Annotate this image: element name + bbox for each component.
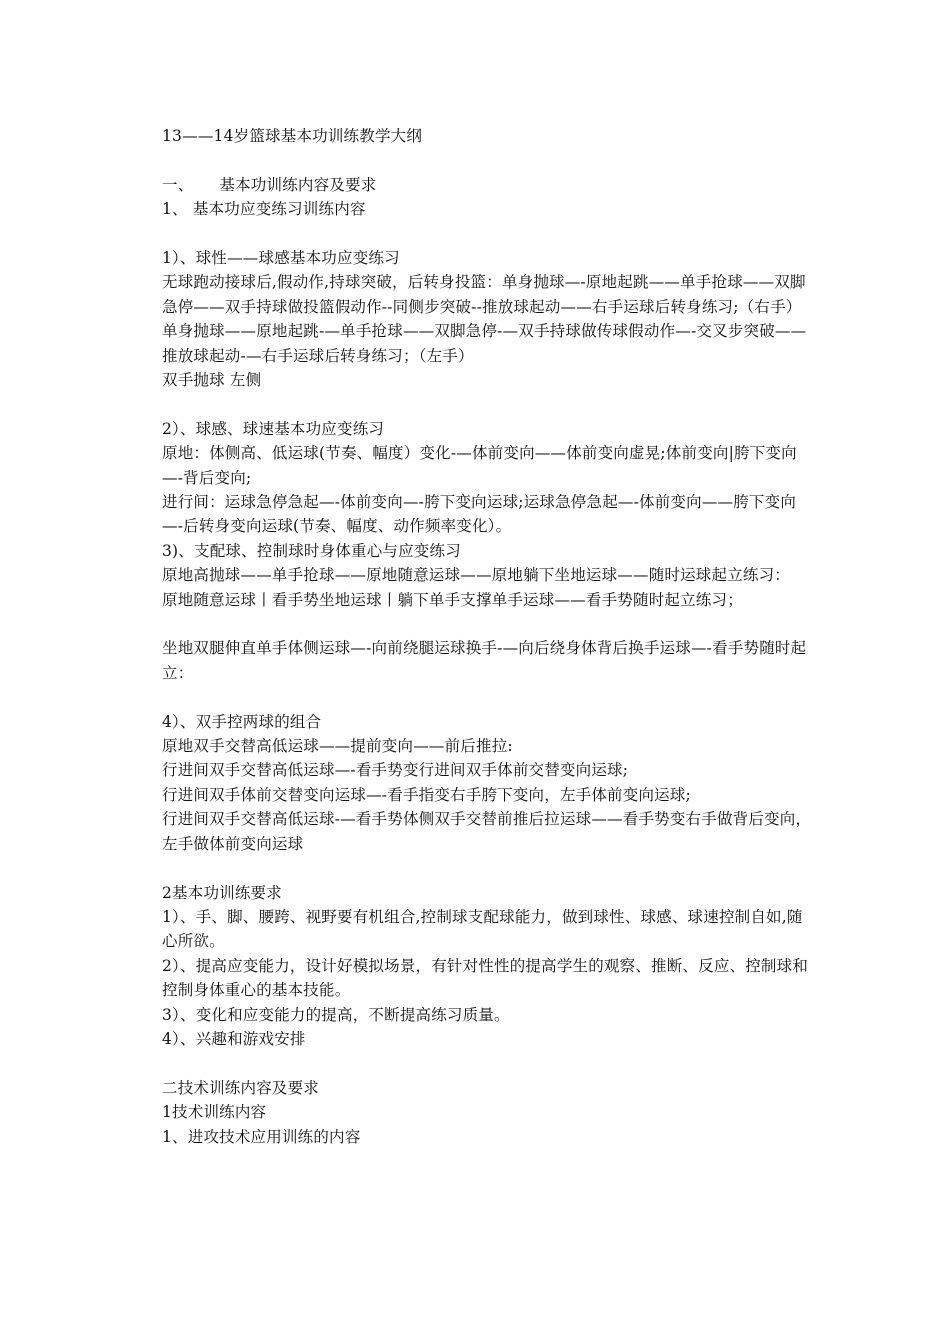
paragraph: 2）、提高应变能力，设计好模拟场景，有针对性性的提高学生的观察、推断、反应、控制球和控制身体重心的基本技能。 bbox=[162, 956, 809, 1000]
paragraph: 4）、兴趣和游戏安排 bbox=[162, 1029, 306, 1048]
paragraph: 进行间：运球急停急起—-体前变向—-胯下变向运球;运球急停急起—-体前变向——胯下变向—-后转身变向运球(节奏、幅度、动作频率变化）。 bbox=[162, 493, 797, 536]
subsection-heading: 1技术训练内容 bbox=[162, 1103, 267, 1122]
paragraph: 行进间双手交替高低运球—-看手势变行进间双手体前交替变向运球; bbox=[162, 761, 629, 780]
subsection-heading: 1、 基本功应变练习训练内容 bbox=[162, 200, 366, 219]
section-heading-1 bbox=[162, 173, 812, 197]
paragraph: 坐地双腿伸直单手体侧运球—-向前绕腿运球换手-—向后绕身体背后换手运球—-看手势随时起立： bbox=[162, 639, 807, 682]
paragraph: 3）、变化和应变能力的提高，不断提高练习质量。 bbox=[162, 1005, 510, 1024]
paragraph: 原地高抛球——单手抢球——原地随意运球——原地躺下坐地运球——随时运球起立练习： bbox=[162, 566, 791, 585]
item-heading: 1）、球性——球感基本功应变练习 bbox=[162, 249, 400, 267]
section-heading-prefix: 一、 bbox=[162, 175, 194, 194]
paragraph: 行进间双手交替高低运球-—看手势体侧双手交替前推后拉运球——看手势变右手做背后变向，左手做体前变向运球 bbox=[162, 810, 812, 853]
subsection-heading: 2基本功训练要求 bbox=[162, 883, 282, 902]
document-body bbox=[162, 124, 812, 1149]
paragraph: 行进间双手体前交替变向运球—-看手指变右手胯下变向，左手体前变向运球; bbox=[162, 785, 691, 804]
item-heading: 3)、支配球、控制球时身体重心与应变练习 bbox=[162, 541, 461, 560]
paragraph: 单身抛球——原地起跳-—单手抢球——双脚急停-—双手持球做传球假动作—-交叉步突破——推放球起动-—右手运球后转身练习；（左手） bbox=[162, 322, 807, 365]
item-heading: 2）、球感、球速基本功应变练习 bbox=[162, 419, 385, 438]
document-title: 13——14岁篮球基本功训练教学大纲 bbox=[162, 127, 423, 145]
blank-line bbox=[162, 1051, 812, 1075]
blank-line bbox=[162, 856, 812, 880]
blank-line bbox=[162, 392, 812, 416]
section-heading-text: 基本功训练内容及要求 bbox=[219, 175, 377, 194]
blank-line bbox=[162, 685, 812, 709]
item-heading: 4）、双手控两球的组合 bbox=[162, 712, 322, 731]
blank-line bbox=[162, 612, 812, 636]
paragraph: 原地：体侧高、低运球(节奏、幅度）变化-—体前变向——体前变向虚晃;体前变向|胯下变向—-背后变向; bbox=[162, 444, 797, 487]
paragraph: 无球跑动接球后,假动作,持球突破，后转身投篮：单身抛球—-原地起跳——单手抢球——双脚急停——双手持球做投篮假动作--同侧步突破--推放球起动——右手运球后转身练习;（右手） bbox=[162, 273, 806, 316]
subsection-heading: 1、进攻技术应用训练的内容 bbox=[162, 1127, 361, 1146]
paragraph: 原地随意运球丨看手势坐地运球丨躺下单手支撑单手运球——看手势随时起立练习； bbox=[162, 590, 743, 609]
paragraph: 原地双手交替高低运球——提前变向——前后推拉: bbox=[162, 737, 513, 756]
paragraph: 1）、手、脚、腰跨、视野要有机组合,控制球支配球能力，做到球性、球感、球速控制自如,随心所欲。 bbox=[162, 907, 803, 951]
blank-line bbox=[162, 222, 812, 246]
blank-line bbox=[162, 148, 812, 172]
section-heading-2: 二技术训练内容及要求 bbox=[162, 1078, 320, 1097]
paragraph: 双手抛球 左侧 bbox=[162, 371, 262, 390]
